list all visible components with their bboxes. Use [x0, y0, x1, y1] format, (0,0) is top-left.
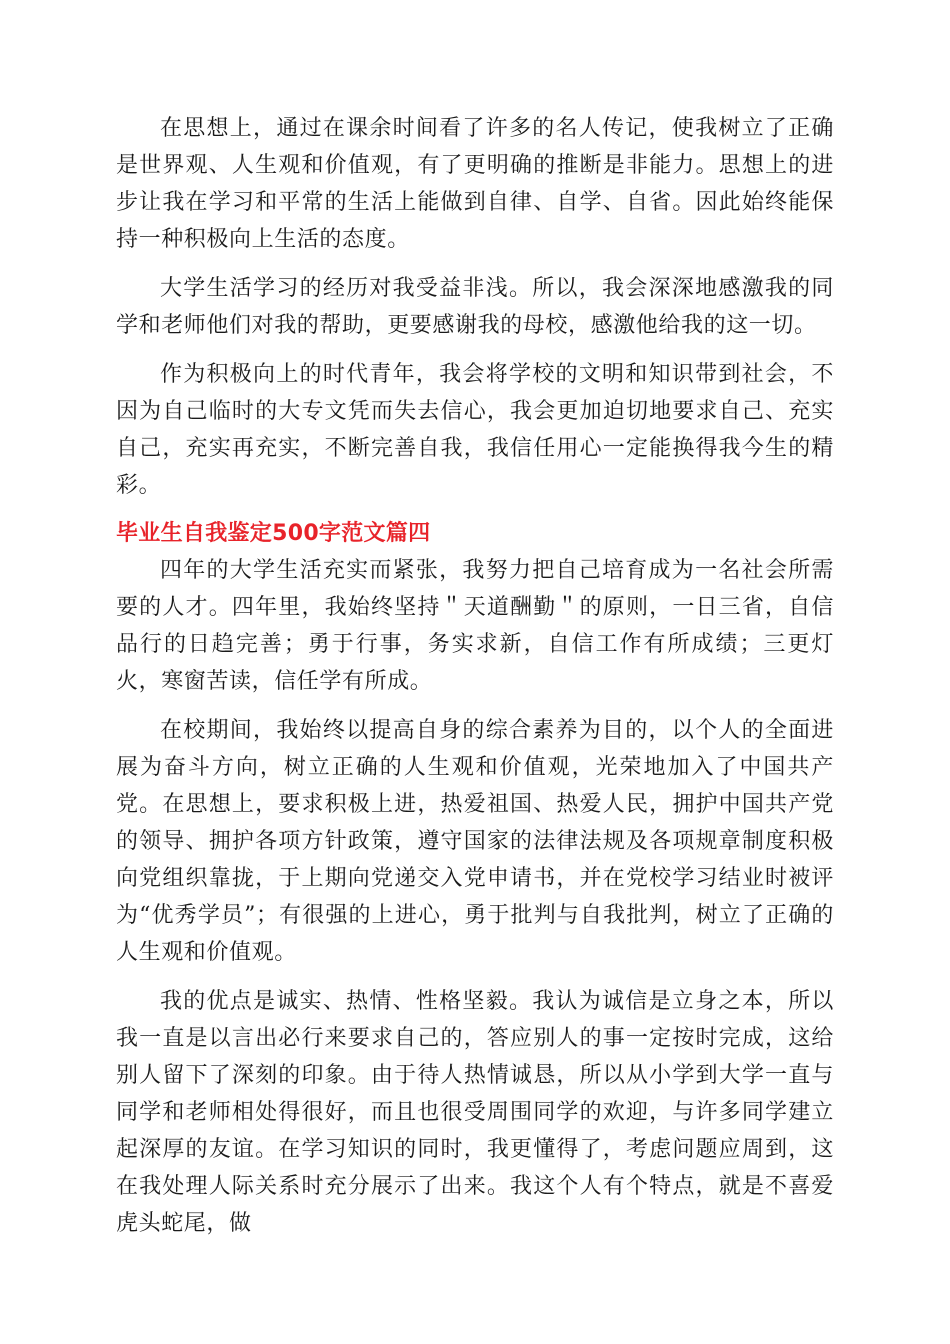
- paragraph-four-years: 四年的大学生活充实而紧张，我努力把自己培育成为一名社会所需要的人才。四年里，我始终坚持＂天道酬勤＂的原则，一日三省，自信品行的日趋完善；勇于行事，务实求新，自信工作有所成绩；三更灯火，寒窗苦读，信任学有所成。: [116, 558, 834, 694]
- paragraph-school-period: 在校期间，我始终以提高自身的综合素养为目的，以个人的全面进展为奋斗方向，树立正确的人生观和价值观，光荣地加入了中国共产党。在思想上，要求积极上进，热爱祖国、热爱人民，拥护中国共产党的领导、拥护各项方针政策，遵守国家的法律法规及各项规章制度积极向党组织靠拢，于上期向党递交入党申请书，并在党校学习结业时被评为“优秀学员”；有很强的上进心，勇于批判与自我批判，树立了正确的人生观和价值观。: [116, 718, 834, 965]
- document-body: [116, 110, 834, 1242]
- paragraph-youth: 作为积极向上的时代青年，我会将学校的文明和知识带到社会，不因为自己临时的大专文凭而失去信心，我会更加迫切地要求自己、充实自己，充实再充实，不断完善自我，我信任用心一定能换得我今生的精彩。: [116, 362, 834, 498]
- paragraph-strengths: 我的优点是诚实、热情、性格坚毅。我认为诚信是立身之本，所以我一直是以言出必行来要求自己的，答应别人的事一定按时完成，这给别人留下了深刻的印象。由于待人热情诚恳，所以从小学到大学一直与同学和老师相处得很好，而且也很受周围同学的欢迎，与许多同学建立起深厚的友谊。在学习知识的同时，我更懂得了，考虑问题应周到，这在我处理人际关系时充分展示了出来。我这个人有个特点，就是不喜爱虎头蛇尾，做: [116, 989, 834, 1236]
- paragraph-thought: 在思想上，通过在课余时间看了许多的名人传记，使我树立了正确是世界观、人生观和价值观，有了更明确的推断是非能力。思想上的进步让我在学习和平常的生活上能做到自律、自学、自省。因此始终能保持一种积极向上生活的态度。: [116, 116, 834, 252]
- paragraph-gratitude: 大学生活学习的经历对我受益非浅。所以，我会深深地感激我的同学和老师他们对我的帮助，更要感谢我的母校，感激他给我的这一切。: [116, 276, 834, 338]
- section-heading: 毕业生自我鉴定500字范文篇四: [116, 521, 431, 546]
